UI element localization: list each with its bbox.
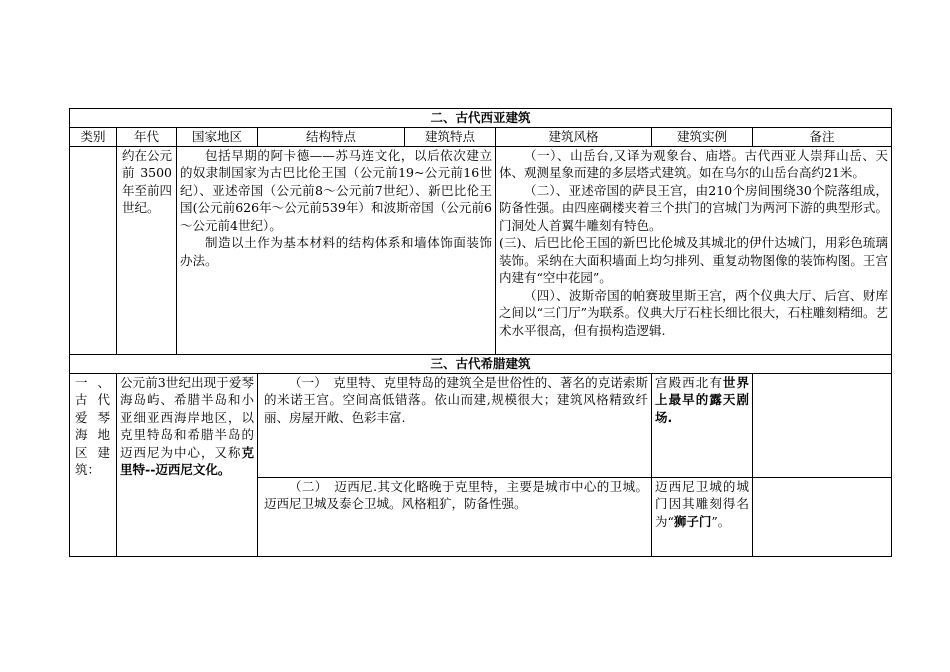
section-title-west-asia: 二、古代西亚建筑 [70, 109, 892, 128]
mycenae-example [652, 477, 753, 556]
crete-example-bold: 世界上最早的露天剧场. [655, 374, 749, 425]
west-asia-structure-text: 制造以土作为基本材料的结构体系和墙体饰面装饰办法。 [180, 235, 492, 268]
crete-remarks [753, 373, 892, 477]
west-asia-region-text: 包括早期的阿卡德——苏马连文化，以后依次建立的奴隶制国家为古巴比伦王国（公元前19~公元前16世纪）、亚述帝国（公元前8～公元前7世纪）、新巴比伦王国(公元前626年～公元前539年）和波斯帝国（公元前6～公元前4世纪）。 [180, 147, 492, 233]
west-asia-region [177, 146, 496, 354]
greece-region-text: 公元前3世纪出现于爱琴海岛屿、希腊半岛和小亚细亚西海岸地区，以克里特岛和希腊半岛的迈西尼为中心，又称 [120, 374, 254, 460]
section-title-greece: 三、古代希腊建筑 [70, 354, 892, 373]
mycenae-remarks [753, 477, 892, 556]
mycenae-example-end: ”。 [711, 513, 731, 529]
west-asia-era: 约在公元前3500年至前四世纪。 [117, 146, 177, 354]
crete-style [258, 373, 652, 477]
style-persepolis: （四）、波斯帝国的帕赛玻里斯王宫，两个仪典大厅、后宫、财库之间以“三门厅”为联系。仪典大厅石柱长细比很大，石柱雕刻精细。艺术水平很高，但有损构造逻辑. [499, 287, 888, 338]
crete-example-text: 宫殿西北有 [655, 374, 723, 390]
mycenae-example-text: 迈西尼卫城的城门因其雕刻得名为“ [655, 478, 749, 529]
header-category: 类别 [70, 128, 117, 147]
mycenae-example-bold: 狮子门 [673, 513, 712, 529]
header-building-features: 建筑特点 [405, 128, 496, 147]
greece-region [117, 373, 258, 556]
header-region: 国家地区 [177, 128, 258, 147]
greece-region-bold: 克里特--迈西尼文化。 [120, 444, 254, 477]
mycenae-text: （二） 迈西尼.其文化略晚于克里特，主要是城市中心的卫城。迈西尼卫城及泰仑卫城。风格粗犷，防备性强。 [264, 478, 648, 511]
header-remarks: 备注 [753, 128, 892, 147]
header-style: 建筑风格 [496, 128, 652, 147]
west-asia-category [70, 146, 117, 354]
style-ziggurat: （一）、山岳台,又译为观象台、庙塔。古代西亚人崇拜山岳、天体、观测星象而建的多层塔式建筑。如在乌尔的山岳台高约21米。 [499, 147, 888, 180]
style-sargon-palace: （二）、亚述帝国的萨艮王宫，由210个房间围绕30个院落组成，防备性强。由四座碉楼夹着三个拱门的宫城门为两河下游的典型形式。门洞处人首翼牛雕刻有特色。 [499, 182, 888, 233]
header-era: 年代 [117, 128, 177, 147]
header-structure: 结构特点 [258, 128, 405, 147]
mycenae-style [258, 477, 652, 556]
crete-example [652, 373, 753, 477]
style-babylon: (三)、后巴比伦王国的新巴比伦城及其城北的伊什达城门，用彩色琉璃装饰。采纳在大面积墙面上均匀排列、重复动物图像的装饰构图。王宫内建有“空中花园”。 [499, 235, 888, 285]
architecture-table [69, 108, 892, 557]
header-example: 建筑实例 [652, 128, 753, 147]
greece-category: 一、古代爱琴海地区建筑： [70, 373, 117, 556]
crete-text: （一） 克里特、克里特岛的建筑全是世俗性的、著名的克诺索斯的米诺王宫。空间高低错落。依山而建,规模很大；建筑风格精致纤丽、房屋开敞、色彩丰富. [264, 374, 648, 425]
west-asia-style [496, 146, 892, 354]
